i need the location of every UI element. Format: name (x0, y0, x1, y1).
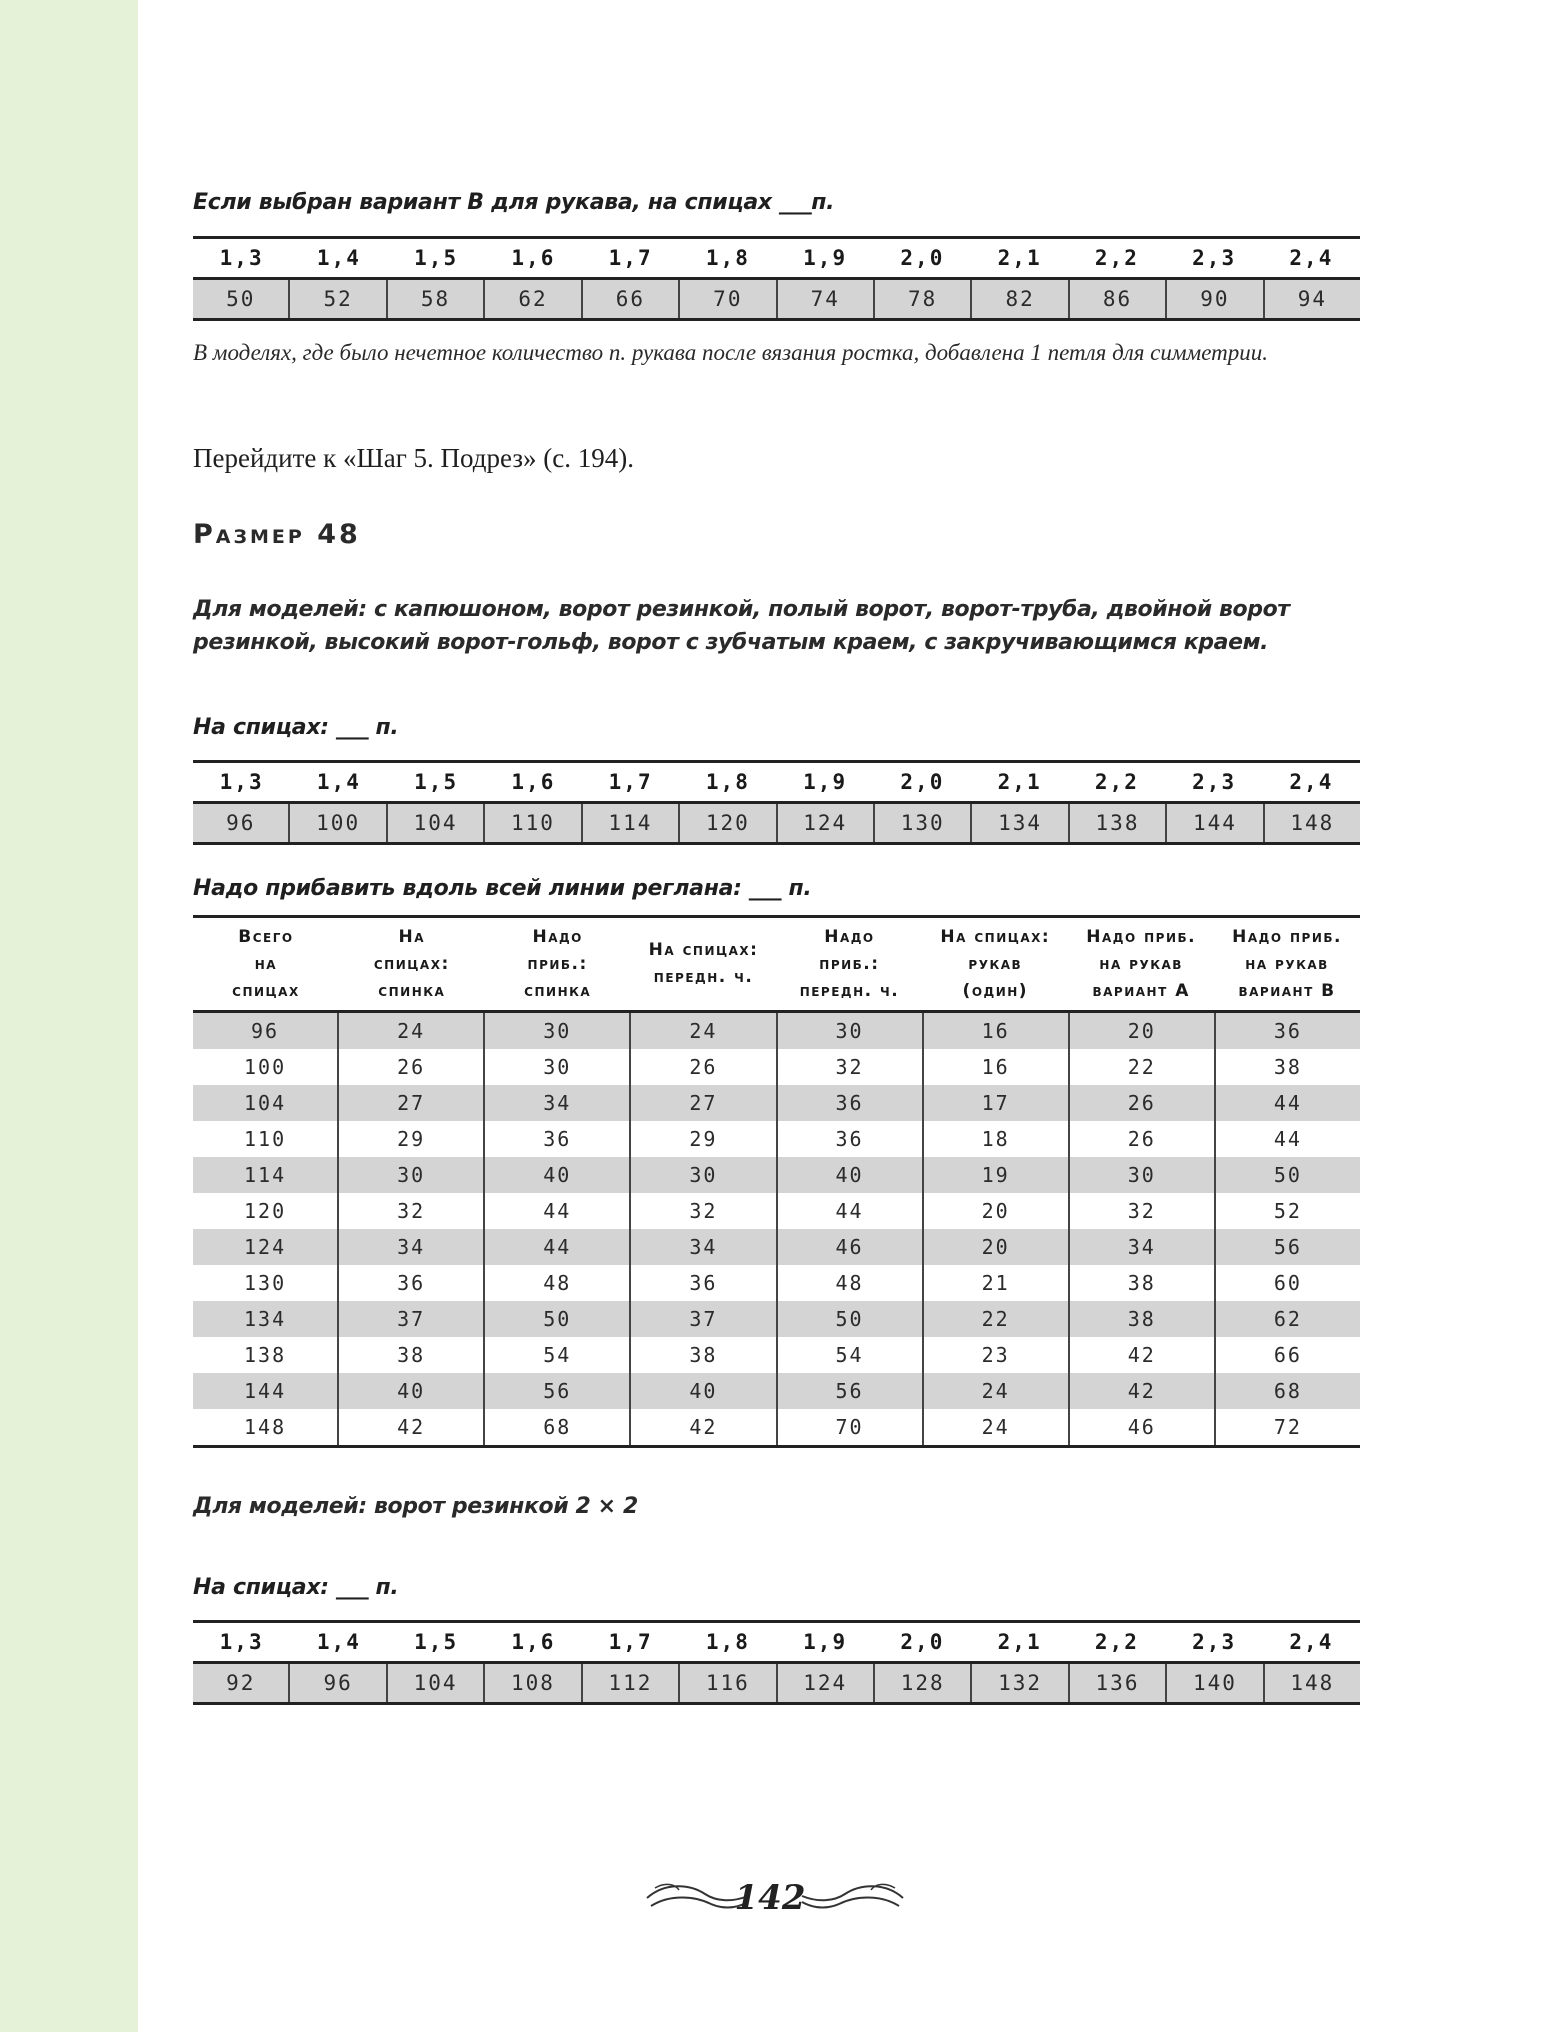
table-cell: 56 (483, 1373, 629, 1409)
table-cell: 2,1 (997, 246, 1042, 270)
table-cell: 52 (1214, 1193, 1360, 1229)
table-cell: 22 (1068, 1049, 1214, 1085)
variant-b-caption: Если выбран вариант В для рукава, на спицах ___п. (193, 190, 835, 215)
table-header-row (193, 1623, 1360, 1661)
table-cell: 130 (244, 1271, 287, 1295)
table-cell: 50 (776, 1301, 922, 1337)
table-cell: 138 (244, 1343, 287, 1367)
raglan-caption: Надо прибавить вдоль всей линии реглана: ___ п. (193, 876, 812, 901)
table-cell: 104 (244, 1091, 287, 1115)
table-cell: 138 (1068, 804, 1165, 842)
table-cell: 32 (776, 1049, 922, 1085)
table-cell: 96 (288, 1664, 385, 1702)
table-cell: 48 (483, 1265, 629, 1301)
right-flourish-icon (800, 1876, 905, 1920)
table-cell: 27 (337, 1085, 483, 1121)
needles-caption: На спицах: ___ п. (193, 715, 399, 740)
table-cell: 104 (386, 804, 483, 842)
table-cell: 132 (970, 1664, 1067, 1702)
table-cell: 1,6 (511, 770, 556, 794)
table-cell: 36 (1214, 1013, 1360, 1049)
size-48-needles-table (193, 760, 1360, 845)
collar-2x2-text: Для моделей: ворот резинкой 2 × 2 (193, 1494, 638, 1519)
table-cell: 38 (1068, 1301, 1214, 1337)
table-cell: 1,7 (608, 1630, 653, 1654)
table-header-row (193, 239, 1360, 277)
table-cell: 60 (1214, 1265, 1360, 1301)
table-cell: 26 (337, 1049, 483, 1085)
table-cell: 1,9 (803, 770, 848, 794)
table-cell: 40 (776, 1157, 922, 1193)
table-cell: 46 (776, 1229, 922, 1265)
table-cell: 120 (244, 1199, 287, 1223)
raglan-column-header: Надо приб. на рукав вариант А (1086, 926, 1197, 1001)
table-cell: 62 (1214, 1301, 1360, 1337)
table-cell: 2,4 (1289, 246, 1334, 270)
table-cell: 44 (483, 1193, 629, 1229)
table-cell: 124 (776, 804, 873, 842)
table-cell: 24 (922, 1373, 1068, 1409)
table-cell: 140 (1165, 1664, 1262, 1702)
table-cell: 16 (922, 1049, 1068, 1085)
table-row (193, 1049, 1360, 1085)
table-cell: 17 (922, 1085, 1068, 1121)
table-cell: 130 (873, 804, 970, 842)
table-cell: 70 (678, 280, 775, 318)
table-row (193, 1229, 1360, 1265)
table-cell: 34 (1068, 1229, 1214, 1265)
table-cell: 90 (1165, 280, 1262, 318)
table-cell: 74 (776, 280, 873, 318)
collar-2x2-needles-table (193, 1620, 1360, 1705)
table-cell: 29 (629, 1121, 775, 1157)
table-cell: 40 (337, 1373, 483, 1409)
table-cell: 124 (244, 1235, 287, 1259)
table-cell: 27 (629, 1085, 775, 1121)
table-cell: 40 (629, 1373, 775, 1409)
table-cell: 1,7 (608, 770, 653, 794)
table-cell: 2,1 (997, 1630, 1042, 1654)
table-cell: 36 (629, 1265, 775, 1301)
table-cell: 32 (629, 1193, 775, 1229)
table-cell: 56 (1214, 1229, 1360, 1265)
table-cell: 26 (629, 1049, 775, 1085)
table-cell: 2,2 (1094, 1630, 1139, 1654)
table-cell: 1,8 (705, 1630, 750, 1654)
table-cell: 40 (483, 1157, 629, 1193)
table-cell: 19 (922, 1157, 1068, 1193)
table-cell: 114 (581, 804, 678, 842)
table-cell: 1,9 (803, 1630, 848, 1654)
table-cell: 36 (483, 1121, 629, 1157)
raglan-column-header: Надо приб.: спинка (524, 926, 592, 1001)
table-cell: 30 (483, 1049, 629, 1085)
table-cell: 82 (970, 280, 1067, 318)
page-number: 142 (734, 1878, 806, 1918)
table-header-row (193, 763, 1360, 801)
table-cell: 68 (483, 1409, 629, 1445)
table-cell: 2,4 (1289, 770, 1334, 794)
table-cell: 2,0 (900, 246, 945, 270)
table-values-row (193, 1661, 1360, 1705)
table-row (193, 1085, 1360, 1121)
table-cell: 42 (337, 1409, 483, 1445)
table-cell: 92 (226, 1671, 256, 1695)
table-cell: 68 (1214, 1373, 1360, 1409)
table-cell: 2,3 (1192, 1630, 1237, 1654)
table-cell: 134 (244, 1307, 287, 1331)
table-cell: 30 (1068, 1157, 1214, 1193)
table-cell: 2,0 (900, 770, 945, 794)
table-cell: 148 (1263, 804, 1360, 842)
table-cell: 66 (581, 280, 678, 318)
left-margin-band (0, 0, 138, 2032)
raglan-column-header: Надо приб.: передн. ч. (799, 926, 900, 1001)
table-cell: 34 (337, 1229, 483, 1265)
table-cell: 1,4 (316, 770, 361, 794)
table-cell: 38 (1068, 1265, 1214, 1301)
table-cell: 34 (629, 1229, 775, 1265)
table-cell: 48 (776, 1265, 922, 1301)
table-cell: 44 (776, 1193, 922, 1229)
table-cell: 62 (483, 280, 580, 318)
table-cell: 18 (922, 1121, 1068, 1157)
table-cell: 32 (337, 1193, 483, 1229)
table-cell: 32 (1068, 1193, 1214, 1229)
table-cell: 100 (288, 804, 385, 842)
table-cell: 1,4 (316, 246, 361, 270)
raglan-body (193, 1013, 1360, 1445)
table-row (193, 1409, 1360, 1445)
table-cell: 1,6 (511, 1630, 556, 1654)
raglan-column-header: На спицах: спинка (373, 926, 450, 1001)
table-cell: 1,3 (219, 246, 264, 270)
table-cell: 38 (1214, 1049, 1360, 1085)
raglan-table (193, 915, 1360, 1448)
table-cell: 24 (922, 1409, 1068, 1445)
table-cell: 36 (776, 1085, 922, 1121)
table-cell: 72 (1214, 1409, 1360, 1445)
table-cell: 124 (776, 1664, 873, 1702)
table-cell: 1,3 (219, 1630, 264, 1654)
table-cell: 58 (386, 280, 483, 318)
table-cell: 1,3 (219, 770, 264, 794)
table-values-row (193, 277, 1360, 321)
table-cell: 114 (244, 1163, 287, 1187)
table-cell: 26 (1068, 1121, 1214, 1157)
table-row (193, 1373, 1360, 1409)
table-cell: 24 (629, 1013, 775, 1049)
table-cell: 29 (337, 1121, 483, 1157)
table-cell: 36 (776, 1121, 922, 1157)
table-cell: 42 (1068, 1337, 1214, 1373)
table-cell: 1,8 (705, 770, 750, 794)
raglan-header-row (193, 918, 1360, 1013)
table-cell: 50 (226, 287, 256, 311)
table-cell: 1,6 (511, 246, 556, 270)
table-cell: 86 (1068, 280, 1165, 318)
table-cell: 46 (1068, 1409, 1214, 1445)
table-cell: 50 (1214, 1157, 1360, 1193)
table-row (193, 1013, 1360, 1049)
needles-caption-2x2: На спицах: ___ п. (193, 1575, 399, 1600)
table-cell: 2,3 (1192, 770, 1237, 794)
table-cell: 30 (337, 1157, 483, 1193)
table-row (193, 1121, 1360, 1157)
table-cell: 44 (483, 1229, 629, 1265)
raglan-column-header: Всего на спицах (232, 926, 300, 1001)
table-cell: 148 (244, 1415, 287, 1439)
table-cell: 44 (1214, 1085, 1360, 1121)
table-cell: 52 (288, 280, 385, 318)
table-cell: 2,4 (1289, 1630, 1334, 1654)
table-cell: 100 (244, 1055, 287, 1079)
table-cell: 38 (337, 1337, 483, 1373)
table-cell: 2,3 (1192, 246, 1237, 270)
table-cell: 26 (1068, 1085, 1214, 1121)
table-row (193, 1193, 1360, 1229)
table-cell: 96 (226, 811, 256, 835)
table-cell: 2,1 (997, 770, 1042, 794)
table-row (193, 1157, 1360, 1193)
table-cell: 23 (922, 1337, 1068, 1373)
table-cell: 2,2 (1094, 246, 1139, 270)
table-cell: 120 (678, 804, 775, 842)
table-cell: 1,5 (414, 770, 459, 794)
table-cell: 21 (922, 1265, 1068, 1301)
go-to-step-text: Перейдите к «Шаг 5. Подрез» (с. 194). (193, 443, 634, 473)
table-cell: 112 (581, 1664, 678, 1702)
variant-b-table (193, 236, 1360, 321)
table-cell: 16 (922, 1013, 1068, 1049)
table-cell: 144 (1165, 804, 1262, 842)
table-cell: 94 (1263, 280, 1360, 318)
table-cell: 66 (1214, 1337, 1360, 1373)
table-cell: 54 (776, 1337, 922, 1373)
table-cell: 42 (629, 1409, 775, 1445)
table-cell: 110 (244, 1127, 287, 1151)
table-cell: 24 (337, 1013, 483, 1049)
table-cell: 20 (922, 1193, 1068, 1229)
table-cell: 20 (922, 1229, 1068, 1265)
table-cell: 1,5 (414, 246, 459, 270)
table-cell: 96 (251, 1019, 280, 1043)
table-cell: 134 (970, 804, 1067, 842)
table-cell: 1,8 (705, 246, 750, 270)
table-cell: 1,5 (414, 1630, 459, 1654)
table-row (193, 1337, 1360, 1373)
table-cell: 44 (1214, 1121, 1360, 1157)
table-cell: 1,4 (316, 1630, 361, 1654)
table-cell: 56 (776, 1373, 922, 1409)
table-cell: 34 (483, 1085, 629, 1121)
table-cell: 78 (873, 280, 970, 318)
raglan-column-header: На спицах: рукав (один) (940, 926, 1051, 1001)
table-cell: 116 (678, 1664, 775, 1702)
table-cell: 1,9 (803, 246, 848, 270)
raglan-column-header: Надо приб. на рукав вариант В (1232, 926, 1342, 1001)
table-cell: 22 (922, 1301, 1068, 1337)
symmetry-note: В моделях, где было нечетное количество п. рукава после вязания ростка, добавлена 1 петля для симметрии. (193, 340, 1269, 365)
table-cell: 2,0 (900, 1630, 945, 1654)
table-cell: 54 (483, 1337, 629, 1373)
table-cell: 30 (776, 1013, 922, 1049)
table-cell: 38 (629, 1337, 775, 1373)
table-cell: 70 (776, 1409, 922, 1445)
table-cell: 136 (1068, 1664, 1165, 1702)
table-cell: 30 (629, 1157, 775, 1193)
table-cell: 128 (873, 1664, 970, 1702)
table-cell: 42 (1068, 1373, 1214, 1409)
table-cell: 30 (483, 1013, 629, 1049)
table-values-row (193, 801, 1360, 845)
table-cell: 144 (244, 1379, 287, 1403)
table-cell: 108 (483, 1664, 580, 1702)
table-cell: 148 (1263, 1664, 1360, 1702)
table-cell: 2,2 (1094, 770, 1139, 794)
table-cell: 50 (483, 1301, 629, 1337)
table-row (193, 1301, 1360, 1337)
table-cell: 110 (483, 804, 580, 842)
table-cell: 37 (629, 1301, 775, 1337)
table-cell: 37 (337, 1301, 483, 1337)
size-48-heading: Размер 48 (193, 519, 361, 550)
raglan-column-header: На спицах: передн. ч. (648, 940, 759, 987)
table-cell: 1,7 (608, 246, 653, 270)
models-list-text: Для моделей: с капюшоном, ворот резинкой, полый ворот, ворот-труба, двойной ворот резинкой, высокий ворот-гольф, ворот с зубчатым краем, с закручивающимся краем. (193, 597, 1290, 655)
table-cell: 36 (337, 1265, 483, 1301)
table-cell: 20 (1068, 1013, 1214, 1049)
table-cell: 104 (386, 1664, 483, 1702)
table-row (193, 1265, 1360, 1301)
